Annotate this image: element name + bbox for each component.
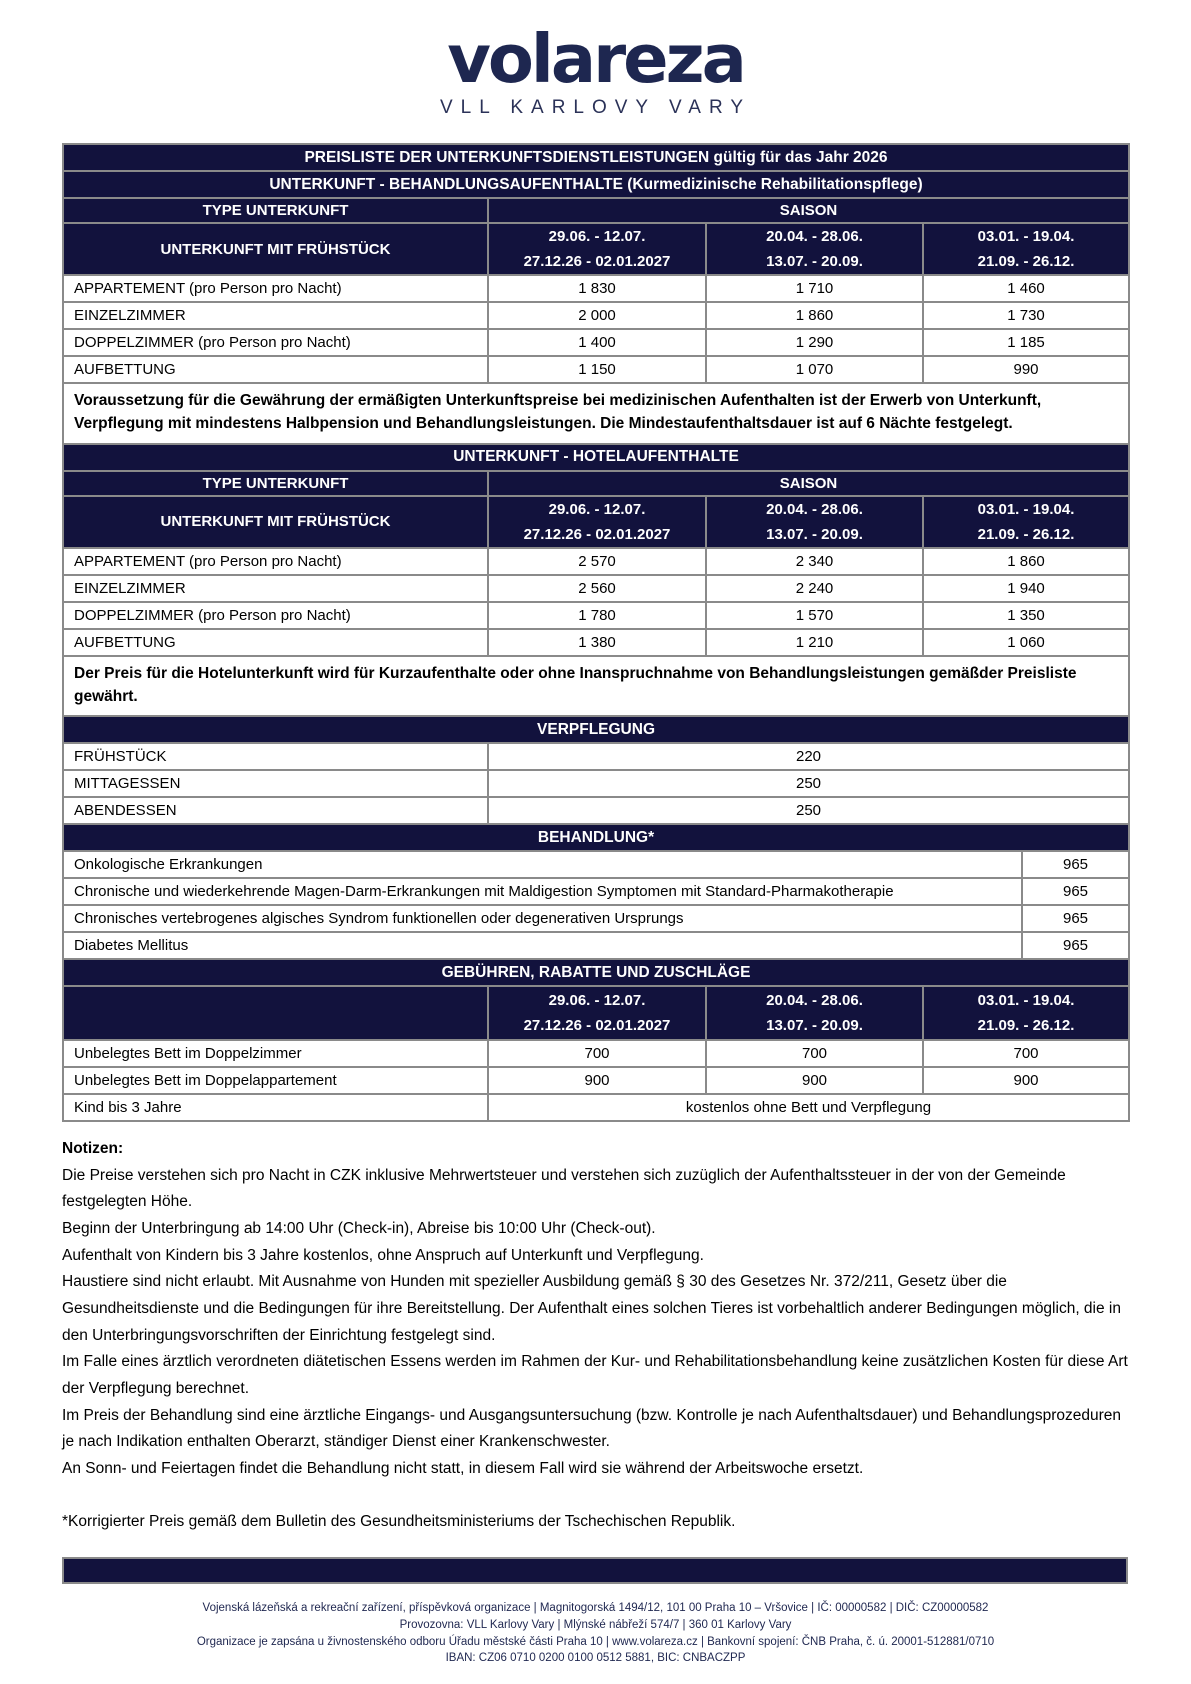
footer-line: IBAN: CZ06 0710 0200 0100 0512 5881, BIC: CNBACZPP: [445, 1652, 746, 1665]
price-cell: 1 830: [488, 275, 706, 302]
price-cell: 1 350: [923, 602, 1129, 629]
note-paragraph: Im Falle eines ärztlich verordneten diätetischen Essens werden im Rahmen der Kur- und Rehabilitationsbehandlung keine zusätzlichen Kosten für diese Art der Verpflegung berechnet.: [62, 1353, 1128, 1397]
row-label: Chronische und wiederkehrende Magen-Darm-Erkrankungen mit Maldigestion Symptomen mit Standard-Pharmakotherapie: [63, 878, 1022, 905]
season-2-line-1: 20.04. - 28.06.: [766, 500, 863, 518]
season-column-3: [923, 986, 1129, 1040]
row-label: APPARTEMENT (pro Person pro Nacht): [63, 548, 488, 575]
footer-line: Vojenská lázeňská a rekreační zařízení, příspěvková organizace | Magnitogorská 1494/12, 101 00 Praha 10 – Vršovice | IČ: 00000582 | DIČ: CZ00000582: [202, 1602, 989, 1615]
section-title-treatment: BEHANDLUNG*: [63, 824, 1129, 851]
table-row: [63, 444, 1129, 471]
season-2-line-2: 13.07. - 20.09.: [766, 1017, 863, 1034]
hotel-stays-note: Der Preis für die Hotelunterkunft wird für Kurzaufenthalte oder ohne Inanspruchnahme von Behandlungsleistungen gemäßder Preisliste gewährt.: [63, 656, 1129, 717]
price-cell: 1 860: [923, 548, 1129, 575]
section-title-hotel-stays: UNTERKUNFT - HOTELAUFENTHALTE: [63, 444, 1129, 471]
row-label: MITTAGESSEN: [63, 770, 488, 797]
price-cell: 1 940: [923, 575, 1129, 602]
note-paragraph: An Sonn- und Feiertagen findet die Behandlung nicht statt, in diesem Fall wird sie während der Arbeitswoche ersetzt.: [62, 1459, 864, 1477]
footer-line: Provozovna: VLL Karlovy Vary | Mlýnské nábřeží 574/7 | 360 01 Karlovy Vary: [399, 1618, 792, 1631]
table-row: [63, 329, 1129, 356]
table-row: [63, 1040, 1129, 1067]
price-cell: 2 340: [706, 548, 923, 575]
section-title-catering: VERPFLEGUNG: [63, 716, 1129, 743]
note-paragraph: Die Preise verstehen sich pro Nacht in CZK inklusive Mehrwertsteuer und verstehen sich zuzüglich der Aufenthaltssteuer in der von der Gemeinde festgelegten Höhe.: [62, 1166, 1066, 1211]
price-cell: 1 780: [488, 602, 706, 629]
row-label: APPARTEMENT (pro Person pro Nacht): [63, 275, 488, 302]
table-row: [63, 770, 1129, 797]
table-row: [63, 629, 1129, 656]
price-cell: 2 560: [488, 575, 706, 602]
price-cell: 1 570: [706, 602, 923, 629]
child-row-value: kostenlos ohne Bett und Verpflegung: [488, 1094, 1129, 1121]
bottom-divider-bar: [62, 1557, 1128, 1584]
tables-container: [62, 143, 1128, 1122]
season-1-line-1: 29.06. - 12.07.: [548, 500, 646, 518]
section-title-fees: GEBÜHREN, RABATTE UND ZUSCHLÄGE: [63, 959, 1129, 986]
note-paragraph: Beginn der Unterbringung ab 14:00 Uhr (Check-in), Abreise bis 10:00 Uhr (Check-out).: [62, 1219, 656, 1237]
price-cell: 965: [1022, 851, 1129, 878]
table-row: [63, 824, 1129, 851]
type-unterkunft-header: TYPE UNTERKUNFT: [63, 471, 488, 496]
treatment-stays-table: [62, 143, 1130, 445]
table-row: [63, 471, 1129, 496]
footer: [0, 1600, 1191, 1667]
row-label: Chronisches vertebrogenes algisches Syndrom funktionellen oder degenerativen Ursprungs: [63, 905, 1022, 932]
table-row: [63, 716, 1129, 743]
table-row: [63, 959, 1129, 986]
price-cell: 1 710: [706, 275, 923, 302]
row-label: Kind bis 3 Jahre: [63, 1094, 488, 1121]
price-cell: 1 210: [706, 629, 923, 656]
season-1-line-1: 29.06. - 12.07.: [548, 228, 646, 245]
season-3-line-2: 21.09. - 26.12.: [977, 525, 1075, 543]
pricelist-title: PREISLISTE DER UNTERKUNFTSDIENSTLEISTUNGEN gültig für das Jahr 2026: [63, 144, 1129, 171]
row-label: Unbelegtes Bett im Doppelappartement: [63, 1067, 488, 1094]
treatment-table: [62, 823, 1130, 960]
season-3-line-1: 03.01. - 19.04.: [977, 500, 1075, 518]
season-3-line-1: 03.01. - 19.04.: [977, 228, 1075, 245]
brand-logo-subtitle: VLL KARLOVY VARY: [439, 97, 752, 118]
row-label: EINZELZIMMER: [63, 302, 488, 329]
price-cell: 965: [1022, 932, 1129, 959]
price-cell: 250: [488, 770, 1129, 797]
table-row: [63, 144, 1129, 171]
price-cell: 900: [706, 1067, 923, 1094]
season-column-2: [706, 223, 923, 275]
table-row: [63, 198, 1129, 223]
season-2-line-1: 20.04. - 28.06.: [766, 228, 863, 245]
catering-table: [62, 715, 1130, 825]
price-cell: 1 380: [488, 629, 706, 656]
table-row: [63, 548, 1129, 575]
table-row: [63, 797, 1129, 824]
season-2-line-2: 13.07. - 20.09.: [766, 525, 863, 543]
table-row: [63, 743, 1129, 770]
table-row: [63, 878, 1129, 905]
row-label: DOPPELZIMMER (pro Person pro Nacht): [63, 329, 488, 356]
row-label: EINZELZIMMER: [63, 575, 488, 602]
season-column-3: [923, 496, 1129, 548]
season-column-1: [488, 223, 706, 275]
note-paragraph: Haustiere sind nicht erlaubt. Mit Ausnahme von Hunden mit spezieller Ausbildung gemäß § 30 des Gesetzes Nr. 372/211, Gesetz über die Gesundheitsdienste und die Bedingungen für ihre Bereitstellung. Der Aufenthalt eines solchen Tieres ist vorbehaltlich anderer Bedingungen möglich, die in den Unterbringungsvorschriften der Einrichtung festgelegt sind.: [62, 1273, 1121, 1344]
fees-table: [62, 958, 1130, 1122]
section-title-treatment-stays: UNTERKUNFT - BEHANDLUNGSAUFENTHALTE (Kurmedizinische Rehabilitationspflege): [63, 171, 1129, 198]
note-paragraph: Aufenthalt von Kindern bis 3 Jahre kostenlos, ohne Anspruch auf Unterkunft und Verpflegung.: [62, 1246, 704, 1264]
price-cell: 700: [923, 1040, 1129, 1067]
season-column-2: [706, 496, 923, 548]
price-cell: 220: [488, 743, 1129, 770]
price-cell: 700: [488, 1040, 706, 1067]
season-column-1: [488, 496, 706, 548]
row-label: FRÜHSTÜCK: [63, 743, 488, 770]
table-row: [63, 1067, 1129, 1094]
price-cell: 1 400: [488, 329, 706, 356]
notes-heading: Notizen:: [62, 1140, 124, 1157]
breakfast-header: UNTERKUNFT MIT FRÜHSTÜCK: [63, 496, 488, 548]
row-label: AUFBETTUNG: [63, 629, 488, 656]
row-label: DOPPELZIMMER (pro Person pro Nacht): [63, 602, 488, 629]
price-cell: 700: [706, 1040, 923, 1067]
season-column-2: [706, 986, 923, 1040]
table-row: [63, 171, 1129, 198]
price-cell: 965: [1022, 878, 1129, 905]
table-row: [63, 905, 1129, 932]
price-cell: 2 000: [488, 302, 706, 329]
price-cell: 2 240: [706, 575, 923, 602]
table-row: [63, 275, 1129, 302]
price-cell: 1 070: [706, 356, 923, 383]
season-3-line-2: 21.09. - 26.12.: [977, 1017, 1075, 1034]
price-cell: 900: [923, 1067, 1129, 1094]
price-cell: 990: [923, 356, 1129, 383]
hotel-stays-table: [62, 443, 1130, 718]
table-row: [63, 656, 1129, 717]
brand-logo-text: volareza: [447, 20, 744, 98]
season-2-line-1: 20.04. - 28.06.: [766, 992, 863, 1009]
price-cell: 965: [1022, 905, 1129, 932]
table-row: [63, 986, 1129, 1040]
season-1-line-1: 29.06. - 12.07.: [548, 992, 646, 1009]
season-column-1: [488, 986, 706, 1040]
season-3-line-1: 03.01. - 19.04.: [977, 992, 1075, 1009]
logo: [0, 0, 1191, 119]
table-row: [63, 602, 1129, 629]
price-cell: 2 570: [488, 548, 706, 575]
price-cell: 1 185: [923, 329, 1129, 356]
notes-section: [62, 1136, 1134, 1535]
season-1-line-2: 27.12.26 - 02.01.2027: [523, 525, 671, 543]
price-cell: 1 460: [923, 275, 1129, 302]
row-label: ABENDESSEN: [63, 797, 488, 824]
price-cell: 1 150: [488, 356, 706, 383]
table-row: [63, 851, 1129, 878]
asterisk-note: *Korrigierter Preis gemäß dem Bulletin des Gesundheitsministeriums der Tschechischen Republik.: [62, 1512, 736, 1530]
note-paragraph: Im Preis der Behandlung sind eine ärztliche Eingangs- und Ausgangsuntersuchung (bzw. Kontrolle je nach Aufenthaltsdauer) und Behandlungsprozeduren je nach Indikation enthalten Oberarzt, ständiger Dienst einer Krankenschwester.: [62, 1406, 1122, 1451]
treatment-stays-note: Voraussetzung für die Gewährung der ermäßigten Unterkunftspreise bei medizinischen Aufenthalten ist der Erwerb von Unterkunft, Verpflegung mit mindestens Halbpension und Behandlungsleistungen. Die Mindestaufenthaltsdauer ist auf 6 Nächte festgelegt.: [63, 383, 1129, 444]
saison-header: SAISON: [488, 471, 1129, 496]
season-1-line-2: 27.12.26 - 02.01.2027: [523, 1017, 671, 1034]
season-1-line-2: 27.12.26 - 02.01.2027: [523, 253, 671, 270]
price-cell: 1 730: [923, 302, 1129, 329]
type-unterkunft-header: TYPE UNTERKUNFT: [63, 198, 488, 223]
table-row: [63, 932, 1129, 959]
table-row: [63, 575, 1129, 602]
price-cell: 1 860: [706, 302, 923, 329]
price-cell: 900: [488, 1067, 706, 1094]
price-cell: 250: [488, 797, 1129, 824]
row-label: Unbelegtes Bett im Doppelzimmer: [63, 1040, 488, 1067]
table-row: [63, 383, 1129, 444]
row-label: Diabetes Mellitus: [63, 932, 1022, 959]
price-cell: 1 290: [706, 329, 923, 356]
season-3-line-2: 21.09. - 26.12.: [977, 253, 1075, 270]
table-row: [63, 356, 1129, 383]
table-row: [63, 302, 1129, 329]
table-row: [63, 1094, 1129, 1121]
price-cell: 1 060: [923, 629, 1129, 656]
season-column-3: [923, 223, 1129, 275]
breakfast-header: UNTERKUNFT MIT FRÜHSTÜCK: [63, 223, 488, 275]
season-2-line-2: 13.07. - 20.09.: [766, 253, 863, 270]
row-label: AUFBETTUNG: [63, 356, 488, 383]
saison-header: SAISON: [488, 198, 1129, 223]
fees-empty-header-cell: [63, 986, 488, 1040]
footer-line: Organizace je zapsána u živnostenského odboru Úřadu městské části Praha 10 | www.volareza.cz | Bankovní spojení: ČNB Praha, č. ú. 20001-512881/0710: [196, 1635, 995, 1648]
row-label: Onkologische Erkrankungen: [63, 851, 1022, 878]
